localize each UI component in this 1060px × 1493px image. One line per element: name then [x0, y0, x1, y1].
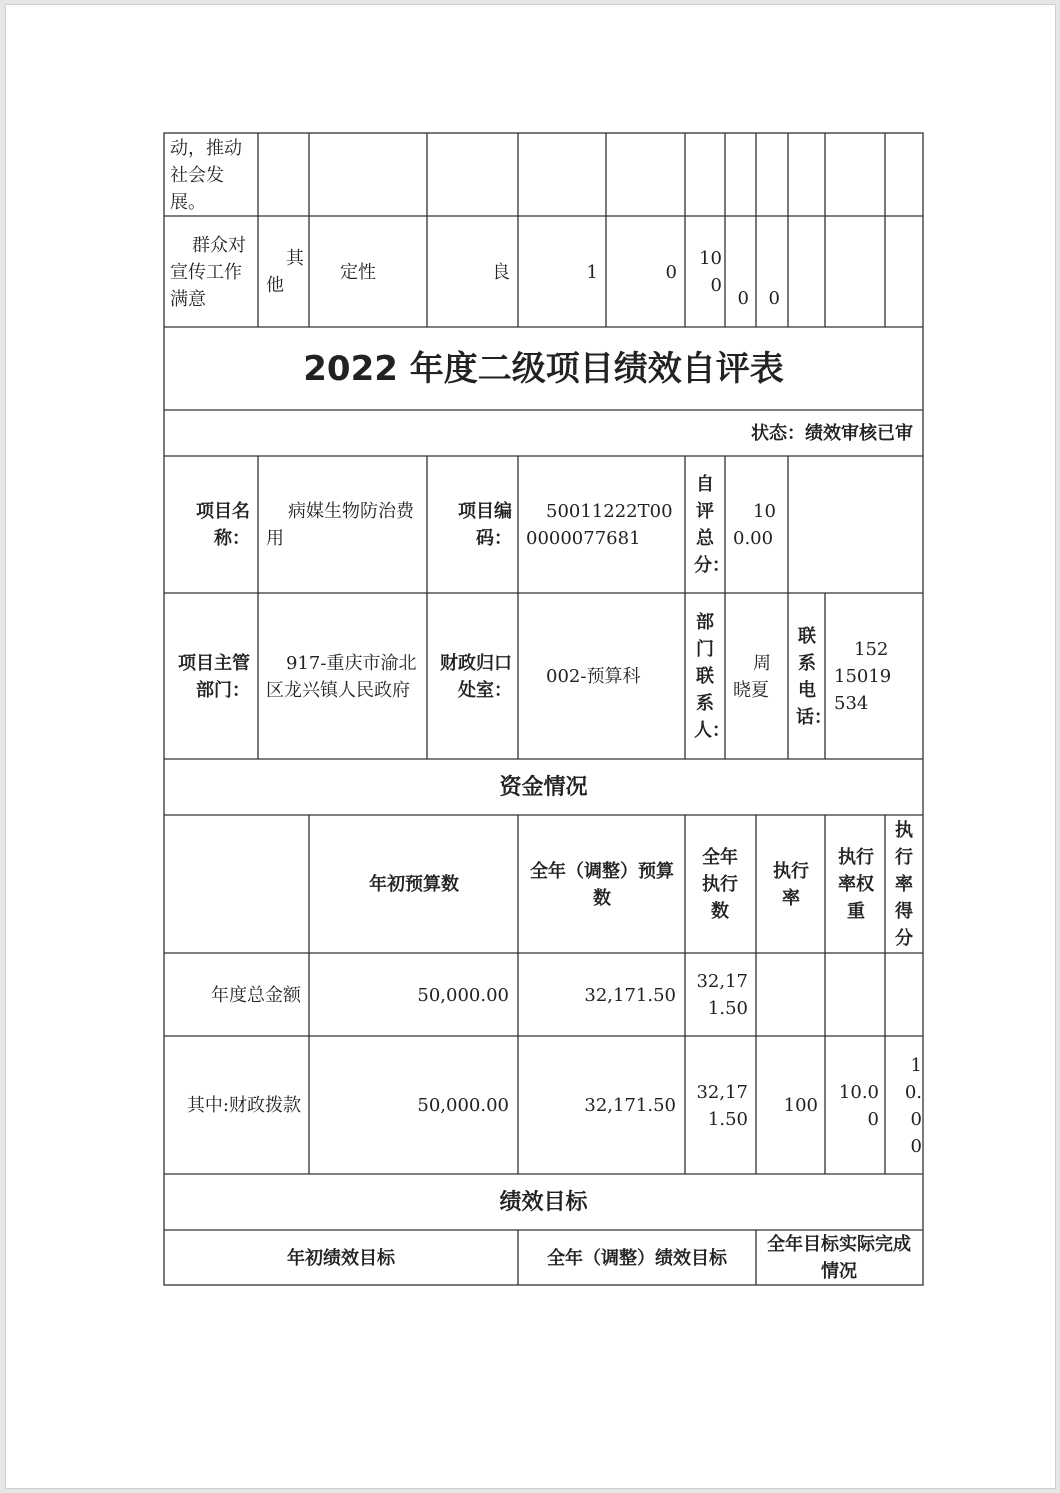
project-name-value: 病媒生物防治费用 — [266, 501, 414, 549]
funds-row-1-weight — [827, 955, 879, 1035]
finance-label: 财政归口处室： — [440, 652, 512, 701]
funds-row-1-executed: 32,171.50 — [696, 971, 748, 1019]
phone-label: 联系电话： — [796, 625, 832, 728]
funds-header-executed: 全年执行数 — [702, 847, 738, 922]
continuation-row-1-name: 动，推动社会发展。 — [170, 137, 242, 213]
funds-row-1-adjusted: 32,171.50 — [584, 984, 676, 1006]
dept-label: 项目主管部门： — [178, 652, 250, 701]
funds-header-score: 执行率得分 — [895, 820, 913, 949]
continuation-row-2-c4: 0 — [737, 288, 749, 309]
funds-header-weight: 执行率权重 — [838, 847, 874, 922]
continuation-row-2-target: 良 — [492, 261, 510, 283]
funds-row-2-weight: 10.00 — [838, 1081, 879, 1130]
funds-row-2-executed: 32,171.50 — [696, 1081, 748, 1130]
funds-header-rate: 执行率 — [773, 860, 809, 909]
continuation-row-2-c3: 100 — [699, 248, 722, 296]
project-name-label: 项目名称： — [196, 501, 250, 549]
phone-value: 15215019534 — [834, 639, 892, 714]
funds-row-2-label: 其中:财政拨款 — [186, 1095, 301, 1116]
funds-row-2-score: 10.00 — [904, 1054, 922, 1157]
funds-row-1-initial: 50,000.00 — [417, 984, 509, 1006]
continuation-row-2-c2: 0 — [665, 261, 677, 283]
dept-value: 917-重庆市渝北区龙兴镇人民政府 — [266, 652, 417, 701]
continuation-row-2-name: 群众对宣传工作满意 — [170, 234, 246, 310]
project-code-value: 50011222T000000077681 — [526, 501, 673, 549]
funds-row-1-label: 年度总金额 — [211, 984, 301, 1006]
funds-row-2-initial: 50,000.00 — [417, 1095, 509, 1116]
project-code-label: 项目编码： — [458, 501, 512, 549]
continuation-row-2-nature: 定性 — [340, 261, 376, 283]
funds-header-initial: 年初预算数 — [369, 874, 459, 895]
funds-section-title: 资金情况 — [499, 775, 588, 800]
funds-row-2-rate: 100 — [783, 1095, 818, 1116]
page-title: 2022 年度二级项目绩效自评表 — [303, 348, 784, 389]
goals-header-actual: 全年目标实际完成情况 — [767, 1234, 911, 1282]
funds-row-1-rate — [758, 955, 818, 1035]
continuation-row-2-c5: 0 — [768, 288, 780, 309]
continuation-row-2-type: 其他 — [266, 248, 304, 296]
self-score-label: 自评总分： — [694, 474, 730, 576]
funds-row-2-adjusted: 32,171.50 — [584, 1095, 676, 1116]
finance-value: 002-预算科 — [546, 666, 641, 687]
goals-section-title: 绩效目标 — [499, 1190, 588, 1215]
status-text: 状态：绩效审核已审 — [751, 423, 913, 444]
self-score-value: 100.00 — [733, 501, 776, 549]
contact-value: 周晓夏 — [733, 652, 771, 701]
goals-header-initial: 年初绩效目标 — [287, 1247, 395, 1269]
funds-header-adjusted: 全年（调整）预算数 — [530, 860, 674, 909]
goals-header-adjusted: 全年（调整）绩效目标 — [547, 1247, 727, 1269]
contact-label: 部门联系人： — [694, 612, 730, 741]
continuation-row-2-c1: 1 — [586, 261, 598, 283]
funds-row-1-score — [887, 955, 919, 1035]
